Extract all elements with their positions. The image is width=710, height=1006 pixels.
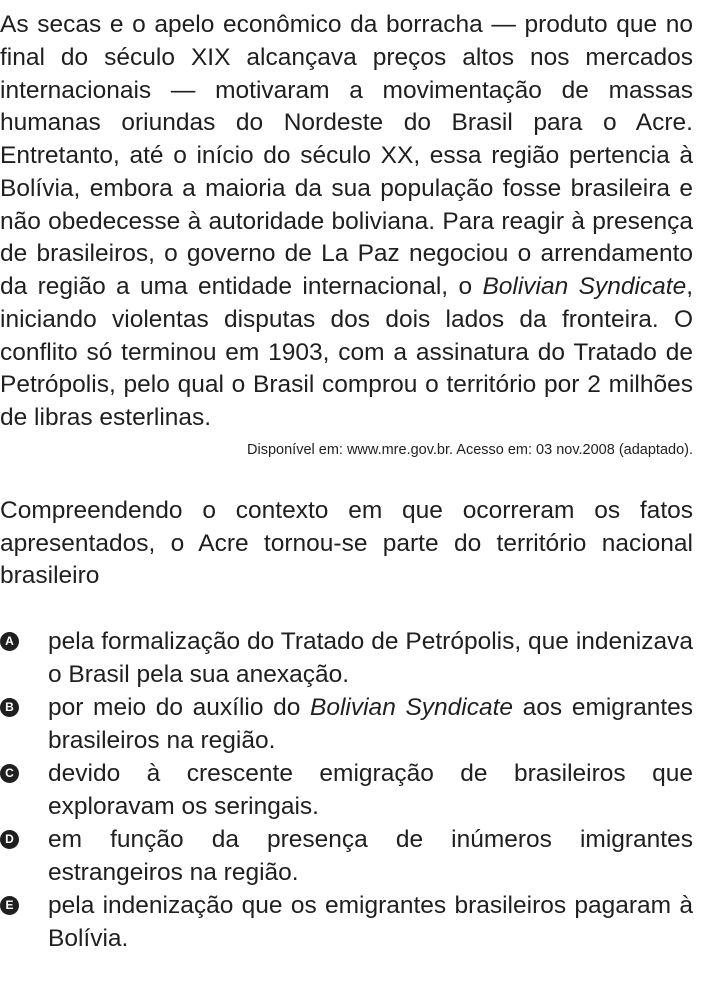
option-d-letter-icon: D bbox=[0, 830, 19, 849]
option-b-italic-term: Bolivian Syndicate bbox=[310, 694, 514, 721]
passage-part-1: As secas e o apelo econômico da borracha — produto que no final do século XIX alcançava preços altos nos mercados internacionais — motivaram a movimentação de massas humanas oriundas do Nordeste do Brasil para o Acre. Entretanto, até o início do século XX, essa região pertencia à Bolívia, embora a maioria da sua população fosse brasileira e não obedecesse à autoridade boliviana. Para reagir à presença de brasileiros, o governo de La Paz negociou o arrendamento da região a uma entidade internacional, o bbox=[0, 11, 693, 300]
option-a-text: pela formalização do Tratado de Petrópolis, que indenizava o Brasil pela sua anexação. bbox=[48, 628, 693, 688]
option-b-text bbox=[48, 692, 693, 758]
answer-options bbox=[0, 626, 693, 956]
option-c-letter-icon: C bbox=[0, 764, 19, 783]
option-c-text: devido à crescente emigração de brasileiros que exploravam os seringais. bbox=[48, 760, 693, 820]
option-d-text: em função da presença de inúmeros imigrantes estrangeiros na região. bbox=[48, 826, 693, 886]
passage-text bbox=[0, 9, 693, 435]
question-stem: Compreendendo o contexto em que ocorreram os fatos apresentados, o Acre tornou-se parte do território nacional brasileiro bbox=[0, 496, 693, 590]
option-a[interactable] bbox=[0, 626, 693, 692]
question-page bbox=[0, 9, 693, 956]
option-e[interactable] bbox=[0, 890, 693, 956]
option-b-text-after: aos emigrantes brasileiros na região. bbox=[48, 694, 694, 754]
option-e-text: pela indenização que os emigrantes brasileiros pagaram à Bolívia. bbox=[48, 892, 693, 952]
option-b[interactable] bbox=[0, 692, 693, 758]
option-c[interactable] bbox=[0, 758, 693, 824]
option-e-letter-icon: E bbox=[0, 896, 19, 915]
option-d[interactable] bbox=[0, 824, 693, 890]
option-a-letter-icon: A bbox=[0, 632, 19, 651]
option-b-text-before: por meio do auxílio do bbox=[48, 694, 311, 721]
passage-part-2: , iniciando violentas disputas dos dois lados da fronteira. O conflito só terminou em 1903, com a assinatura do Tratado de Petrópolis, pelo qual o Brasil comprou o território por 2 milhões de libras esterlinas. bbox=[0, 273, 694, 431]
passage-italic-term: Bolivian Syndicate bbox=[482, 273, 687, 300]
option-b-letter-icon: B bbox=[0, 698, 19, 717]
source-citation: Disponível em: www.mre.gov.br. Acesso em: 03 nov.2008 (adaptado). bbox=[247, 441, 693, 458]
